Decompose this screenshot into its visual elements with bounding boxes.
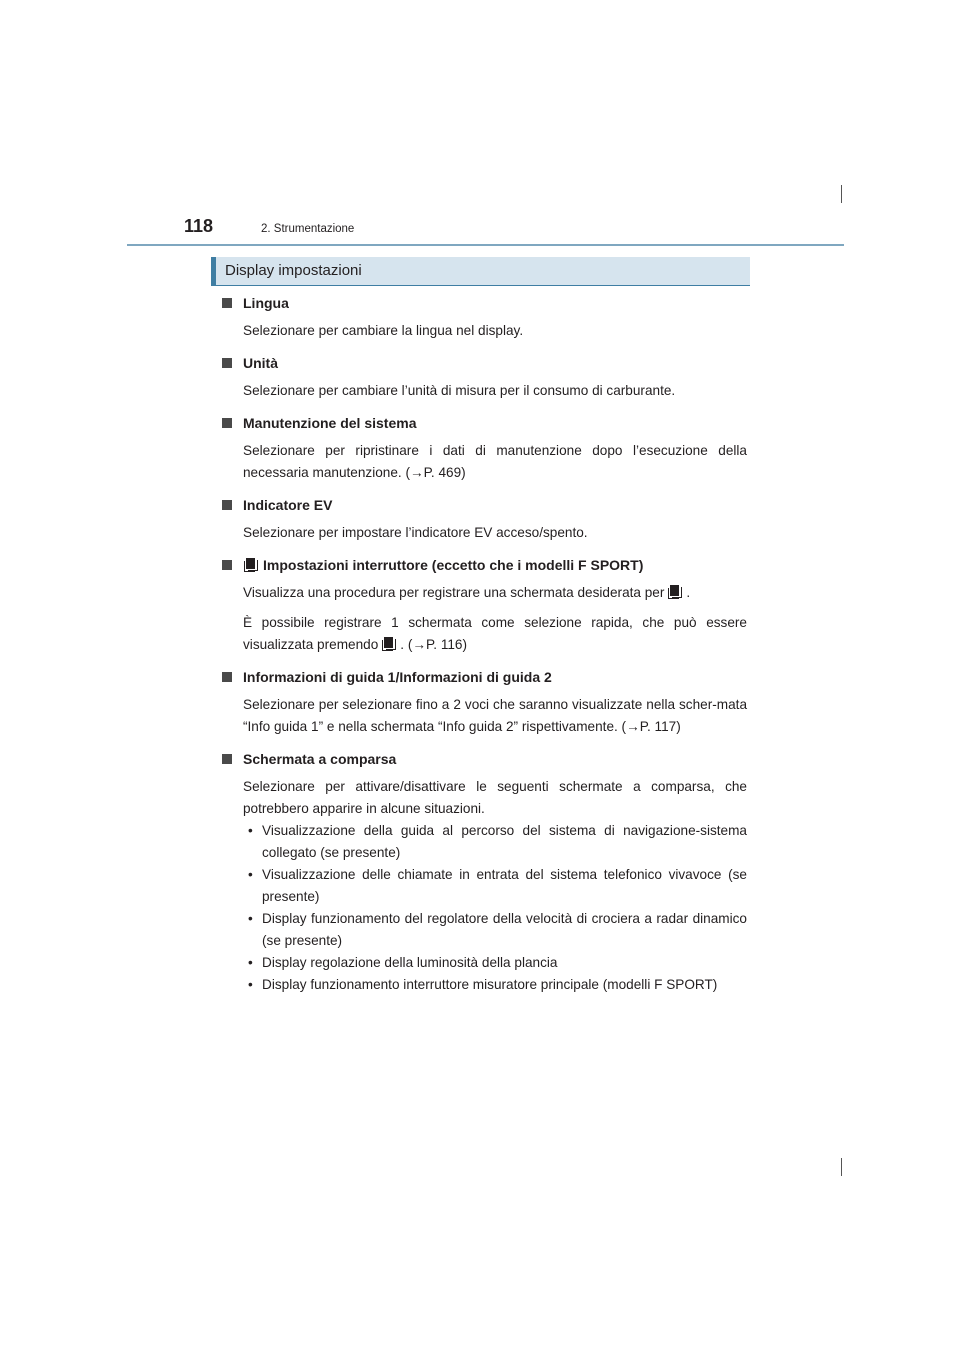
item-title: Informazioni di guida 1/Informazioni di guida 2 (243, 669, 552, 685)
list-item: • Visualizzazione delle chiamate in entrata del sistema telefonico vivavoce (se presente) (243, 864, 747, 908)
item-impostazioni-interruttore (222, 554, 747, 656)
item-indicatore-ev (222, 494, 747, 544)
display-switch-icon (667, 584, 683, 600)
header-rule (127, 244, 844, 246)
item-text: Selezionare per ripristinare i dati di manutenzione dopo l’esecuzione della necessaria manutenzione. (→P. 469) (243, 443, 747, 480)
square-bullet-icon (222, 500, 232, 510)
square-bullet-icon (222, 754, 232, 764)
item-title: Indicatore EV (243, 497, 333, 513)
page-reference-link[interactable]: →P. 117) (626, 719, 681, 734)
item-title: Schermata a comparsa (243, 751, 397, 767)
square-bullet-icon (222, 672, 232, 682)
list-item: • Display regolazione della luminosità della plancia (243, 952, 747, 974)
square-bullet-icon (222, 358, 232, 368)
item-text: Selezionare per selezionare fino a 2 voci che saranno visualizzate nella scher-mata “Info guida 1” e nella schermata “Info guida 2” rispettivamente. (→P. 117) (243, 697, 747, 734)
item-text: Selezionare per impostare l’indicatore EV acceso/spento. (243, 525, 588, 540)
page-header (184, 216, 844, 246)
item-text: È possibile registrare 1 schermata come selezione rapida, che può essere visualizzata premendo . (→P. 116) (243, 615, 747, 652)
page-reference-link[interactable]: →P. 469) (410, 465, 466, 480)
page-reference-link[interactable]: →P. 116) (412, 637, 468, 652)
item-title: Unità (243, 355, 278, 371)
square-bullet-icon (222, 560, 232, 570)
list-item: • Display funzionamento del regolatore della velocità di crociera a radar dinamico (se presente) (243, 908, 747, 952)
section-title: Display impostazioni (225, 262, 362, 279)
crop-mark-bottom (841, 1158, 842, 1176)
item-manutenzione (222, 412, 747, 484)
content (222, 292, 747, 1006)
item-unita (222, 352, 747, 402)
item-title: Lingua (243, 295, 289, 311)
item-title: Impostazioni interruttore (eccetto che i modelli F SPORT) (263, 557, 644, 573)
item-text: Selezionare per cambiare l’unità di misura per il consumo di carburante. (243, 383, 676, 398)
bullet-list (243, 820, 747, 996)
display-switch-icon (243, 557, 259, 573)
item-text: Selezionare per cambiare la lingua nel display. (243, 323, 524, 338)
square-bullet-icon (222, 418, 232, 428)
square-bullet-icon (222, 298, 232, 308)
item-schermata-comparsa (222, 748, 747, 996)
item-text: Visualizza una procedura per registrare una schermata desiderata per . (243, 585, 691, 600)
chapter-title: 2. Strumentazione (261, 223, 355, 235)
page-number: 118 (184, 216, 214, 236)
item-lingua (222, 292, 747, 342)
list-item: • Visualizzazione della guida al percorso del sistema di navigazione-sistema collegato (se presente) (243, 820, 747, 864)
item-text: Selezionare per attivare/disattivare le seguenti schermate a comparsa, che potrebbero apparire in alcune situazioni. (243, 779, 747, 816)
item-informazioni-guida (222, 666, 747, 738)
section-heading (211, 257, 750, 286)
crop-mark-top (841, 185, 842, 203)
display-switch-icon (381, 636, 397, 652)
list-item: • Display funzionamento interruttore misuratore principale (modelli F SPORT) (243, 974, 747, 996)
item-title: Manutenzione del sistema (243, 415, 417, 431)
